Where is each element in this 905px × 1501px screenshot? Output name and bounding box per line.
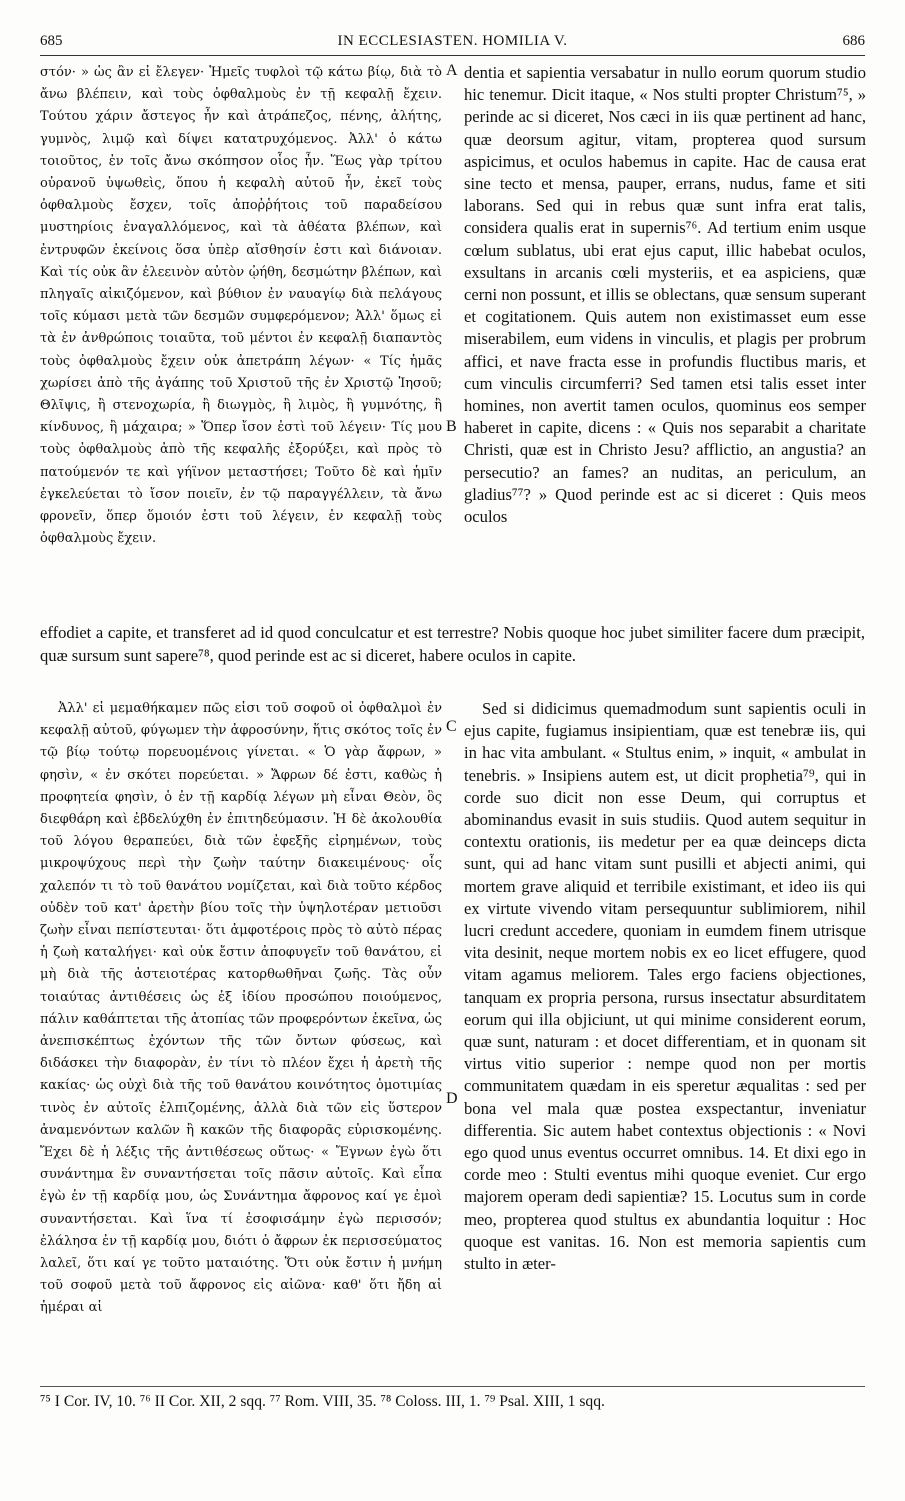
- running-header: [40, 33, 865, 56]
- latin-fullwidth-line: effodiet a capite, et transferet ad id quod conculcatur et est terrestre? Nobis quoque hoc jubet similiter facere dum præcipit, quæ sursum sunt sapere⁷⁸, quod perinde est ac si diceret, habere oculos in capite.: [40, 623, 865, 665]
- greek-column-top: [40, 62, 442, 622]
- left-page-number: 685: [40, 33, 63, 49]
- margin-marker-a: A: [446, 62, 458, 79]
- latin-column-bottom: [464, 698, 866, 1384]
- latin-column-top: [464, 62, 866, 622]
- page-title: IN ECCLESIASTEN. HOMILIA V.: [337, 33, 568, 49]
- latin-paragraph-bottom: Sed si didicimus quemadmodum sunt sapientis oculi in ejus capite, fugiamus insipientiam, quæ est tenebræ iis, qui in hac vita ambulant. « Stultus enim, » inquit, « ambulat in tenebris. » Insipiens autem est, ut dicit prophetia⁷⁹, qui in corde suo dicit non esse Deum, qui corruptus et abominandus evasit in suis studiis. Quod autem sequitur in contextu orationis, iis medetur per ea quæ deinceps dicta sunt, qui ad hanc vitam sunt pusilli et abjecti animi, qui mortem grave aliquid et terribile existimant, et ideo iis qui ex virtute vivendo vitam persequuntur sublimiorem, nihil lucri credunt accedere, quoniam in eumdem finem utrisque vita desinit, neque mortem nobis ex eo licet effugere, quod vitam agamus meliorem. Tales ergo faciens objectiones, tanquam ex propria persona, rursus insectatur absurditatem eorum qui illa objiciunt, ut qui minime considerent eorum, quæ sunt, naturam : et docet differentiam, et in quonam sit virtus vitio superior : nempe quod non per mortis communitatem quædam in eis speretur æqualitas : sed per bona vel mala quæ postea exspectantur, inveniatur differentia. Sic autem habet contextus objectionis : « Novi ego quod unus eventus occurret omnibus. 14. Et dixi ego in corde meo : Stulti eventus mihi quoque eveniet. Cur ergo majorem operam dedi sapientiæ? 15. Locutus sum in corde meo, propterea quod stultus ex abundantia loquitur : Hoc quoque est vanitas. 16. Non est memoria sapientis cum stulto in æter-: [464, 699, 866, 1274]
- footnotes: ⁷⁵ I Cor. IV, 10. ⁷⁶ II Cor. XII, 2 sqq. ⁷⁷ Rom. VIII, 35. ⁷⁸ Coloss. III, 1. ⁷⁹ Psal. XIII, 1 sqq.: [40, 1386, 865, 1413]
- margin-marker-c: C: [446, 718, 457, 735]
- margin-marker-d: D: [446, 1090, 458, 1107]
- greek-column-bottom: [40, 698, 442, 1384]
- greek-paragraph-bottom: Ἀλλ' εἰ μεμαθήκαμεν πῶς εἰσι τοῦ σοφοῦ οἱ ὀφθαλμοὶ ἐν κεφαλῇ αὐτοῦ, φύγωμεν τὴν ἀφροσύνην, ἥτις σκότος τοῖς ἐν τῷ βίῳ τούτῳ πορευομένοις γίνεται. « Ὁ γὰρ ἄφρων, » φησὶν, « ἐν σκότει πορεύεται. » Ἄφρων δέ ἐστι, καθὼς ἡ προφητεία φησὶν, ὁ ἐν τῇ καρδίᾳ λέγων μὴ εἶναι Θεὸν, ὃς διεφθάρη καὶ ἐβδελύχθη ἐν ἐπιτηδεύμασιν. Ἡ δὲ ἀκολουθία τοῦ λόγου θεραπεύει, διὰ τῶν ἐφεξῆς εἰρημένων, τοὺς μικροψύχους περὶ τὴν ζωὴν ταύτην διακειμένους· οἷς χαλεπόν τι τὸ τοῦ θανάτου νομίζεται, καὶ διὰ τοῦτο κέρδος οὐδὲν τοῦ κατ' ἀρετὴν βίου τοῖς τὴν ὑψηλοτέραν μετιοῦσι ζωὴν εἶναι πεπίστευται· ὅτι ἀμφοτέροις πρὸς τὸ αὐτὸ πέρας ἡ ζωὴ καταλήγει· καὶ οὐκ ἔστιν ἀποφυγεῖν τοῦ θανάτου, εἰ μὴ διὰ τῆς ἀστειοτέρας κατορθωθῆναι ζωῆς. Τὰς οὖν τοιαύτας ἀντιθέσεις ὡς ἐξ ἰδίου προσώπου ποιούμενος, πάλιν καθάπτεται τῆς ἀτοπίας τῶν προφερόντων ἐκεῖνα, ὡς ἀνεπισκέπτως ἐχόντων τῆς τῶν ὄντων φύσεως, καὶ διδάσκει τὴν διαφορὰν, ἐν τίνι τὸ πλέον ἔχει ἡ ἀρετὴ τῆς κακίας· ὡς οὐχὶ διὰ τῆς τοῦ θανάτου κοινότητος ὁμοτιμίας τινὸς ἐν αὐτοῖς ἐλπιζομένης, ἀλλὰ διὰ τῶν εἰς ὕστερον ἀναμενόντων καλῶν ἢ κακῶν τῆς διαφορᾶς εὑρισκομένης. Ἔχει δὲ ἡ λέξις τῆς ἀντιθέσεως οὕτως· « Ἔγνων ἐγὼ ὅτι συνάντημα ἓν συναντήσεται τοῖς πᾶσιν αὐτοῖς. Καὶ εἶπα ἐγὼ ἐν τῇ καρδίᾳ μου, ὡς Συνάντημα ἄφρονος καί γε ἐμοὶ συναντήσεται. Καὶ ἵνα τί ἐσοφισάμην ἐγὼ περισσόν; ἐλάλησα ἐν τῇ καρδίᾳ μου, διότι ὁ ἄφρων ἐκ περισσεύματος λαλεῖ, ὅτι καί γε τοῦτο ματαιότης. Ὅτι οὐκ ἔστιν ἡ μνήμη τοῦ σοφοῦ μετὰ τοῦ ἄφρονος εἰς αἰῶνα· καθ' ὅτι ἤδη αἱ ἡμέραι αἱ: [40, 701, 442, 1316]
- greek-paragraph-top: στόν· » ὡς ἂν εἰ ἔλεγεν· Ἡμεῖς τυφλοὶ τῷ κάτω βίῳ, διὰ τὸ ἄνω βλέπειν, καὶ τοὺς ὀφθαλμοὺς ἐν τῇ κεφαλῇ ἔχειν. Τούτου χάριν ἄστεγος ἦν καὶ ἀτράπεζος, πένης, ἀλήτης, γυμνὸς, λιμῷ καὶ δίψει κατατρυχόμενος. Ἀλλ' ὁ κάτω τοιοῦτος, ἐν τοῖς ἄνω σκόπησον οἷος ἦν. Ἕως γὰρ τρίτου οὐρανοῦ ὑψωθεὶς, ὅπου ἡ κεφαλὴ αὐτοῦ ἦν, ἐκεῖ τοὺς ὀφθαλμοὺς ἔσχεν, τοῖς ἀποῤῥήτοις τοῦ παραδείσου μυστηρίοις ἐναγαλλόμενος, καὶ τὰ ἀθέατα βλέπων, καὶ ἐντρυφῶν ἐκείνοις ὅσα ὑπὲρ αἴσθησίν ἐστι καὶ διάνοιαν. Καὶ τίς οὐκ ἂν ἐλεεινὸν αὐτὸν ᾠήθη, δεσμώτην βλέπων, καὶ πληγαῖς αἰκιζόμενον, καὶ βύθιον ἐν ναυαγίῳ διὰ πελάγους τοῖς κύμασι μετὰ τῶν δεσμῶν συμφερόμενον; Ἀλλ' ὅμως εἰ τὰ ἐν ἀνθρώποις τοιαῦτα, τοῦ μέντοι ἐν κεφαλῇ διαπαντὸς τοὺς ὀφθαλμοὺς ἔχειν οὐκ ἀπετράπη λέγων· « Τίς ἡμᾶς χωρίσει ἀπὸ τῆς ἀγάπης τοῦ Χριστοῦ τῆς ἐν Χριστῷ Ἰησοῦ; Θλῖψις, ἢ στενοχωρία, ἢ διωγμὸς, ἢ λιμὸς, ἢ γυμνότης, ἢ κίνδυνος, ἢ μάχαιρα; » Ὅπερ ἴσον ἐστὶ τοῦ λέγειν· Τίς μου τοὺς ὀφθαλμοὺς ἀπὸ τῆς κεφαλῆς ἐξορύξει, καὶ πρὸς τὸ πατούμενόν τε καὶ γήϊνον μεταστήσει; Τοῦτο δὲ καὶ ἡμῖν ἐγκελεύεται τὸ ἴσον ποιεῖν, ἐν τῷ παραγγέλλειν, τὰ ἄνω φρονεῖν, ὅπερ ὅμοιόν ἐστι τοῦ λέγειν, ἐν κεφαλῇ τοὺς ὀφθαλμοὺς ἔχειν.: [40, 65, 442, 547]
- right-page-number: 686: [842, 33, 865, 49]
- margin-marker-b: B: [446, 418, 457, 435]
- latin-paragraph-top: dentia et sapientia versabatur in nullo eorum quorum studio hic tenemur. Dicit itaque, « Nos stulti propter Christum⁷⁵, » perinde ac si diceret, Nos cæci in iis quæ pertinent ad hanc, quæ deorsum agitur, vitam, propterea quod sursum aspicimus, et oculos habemus in capite. Hac de causa erat sine tecto et mensa, pauper, errans, nudus, fame et siti laborans. Sed qui in rebus quæ sunt infra erat talis, considera qualis erat in supernis⁷⁶. Ad tertium enim usque cœlum sublatus, ubi erat ejus caput, illic habebat oculos, exsultans in arcanis cœli mysteriis, et ea aspiciens, quæ cerni non possunt, et illis se oblectans, quæ sensum superant et cogitationem. Quis autem non existimasset eum esse miserabilem, eum videns in vinculis, et plagis per probrum affici, et nave fracta esse in profundis fluctibus maris, et cum vinculis circumferri? Sed tamen etsi talis esset inter homines, non avertit tamen oculos, quominus eos semper haberet in capite, dicens : « Quis nos separabit a charitate Christi, quæ est in Christo Jesu? afflictio, an angustia? an persecutio? an fames? an nuditas, an periculum, an gladius⁷⁷? » Quod perinde est ac si diceret : Quis meos oculos: [464, 63, 866, 527]
